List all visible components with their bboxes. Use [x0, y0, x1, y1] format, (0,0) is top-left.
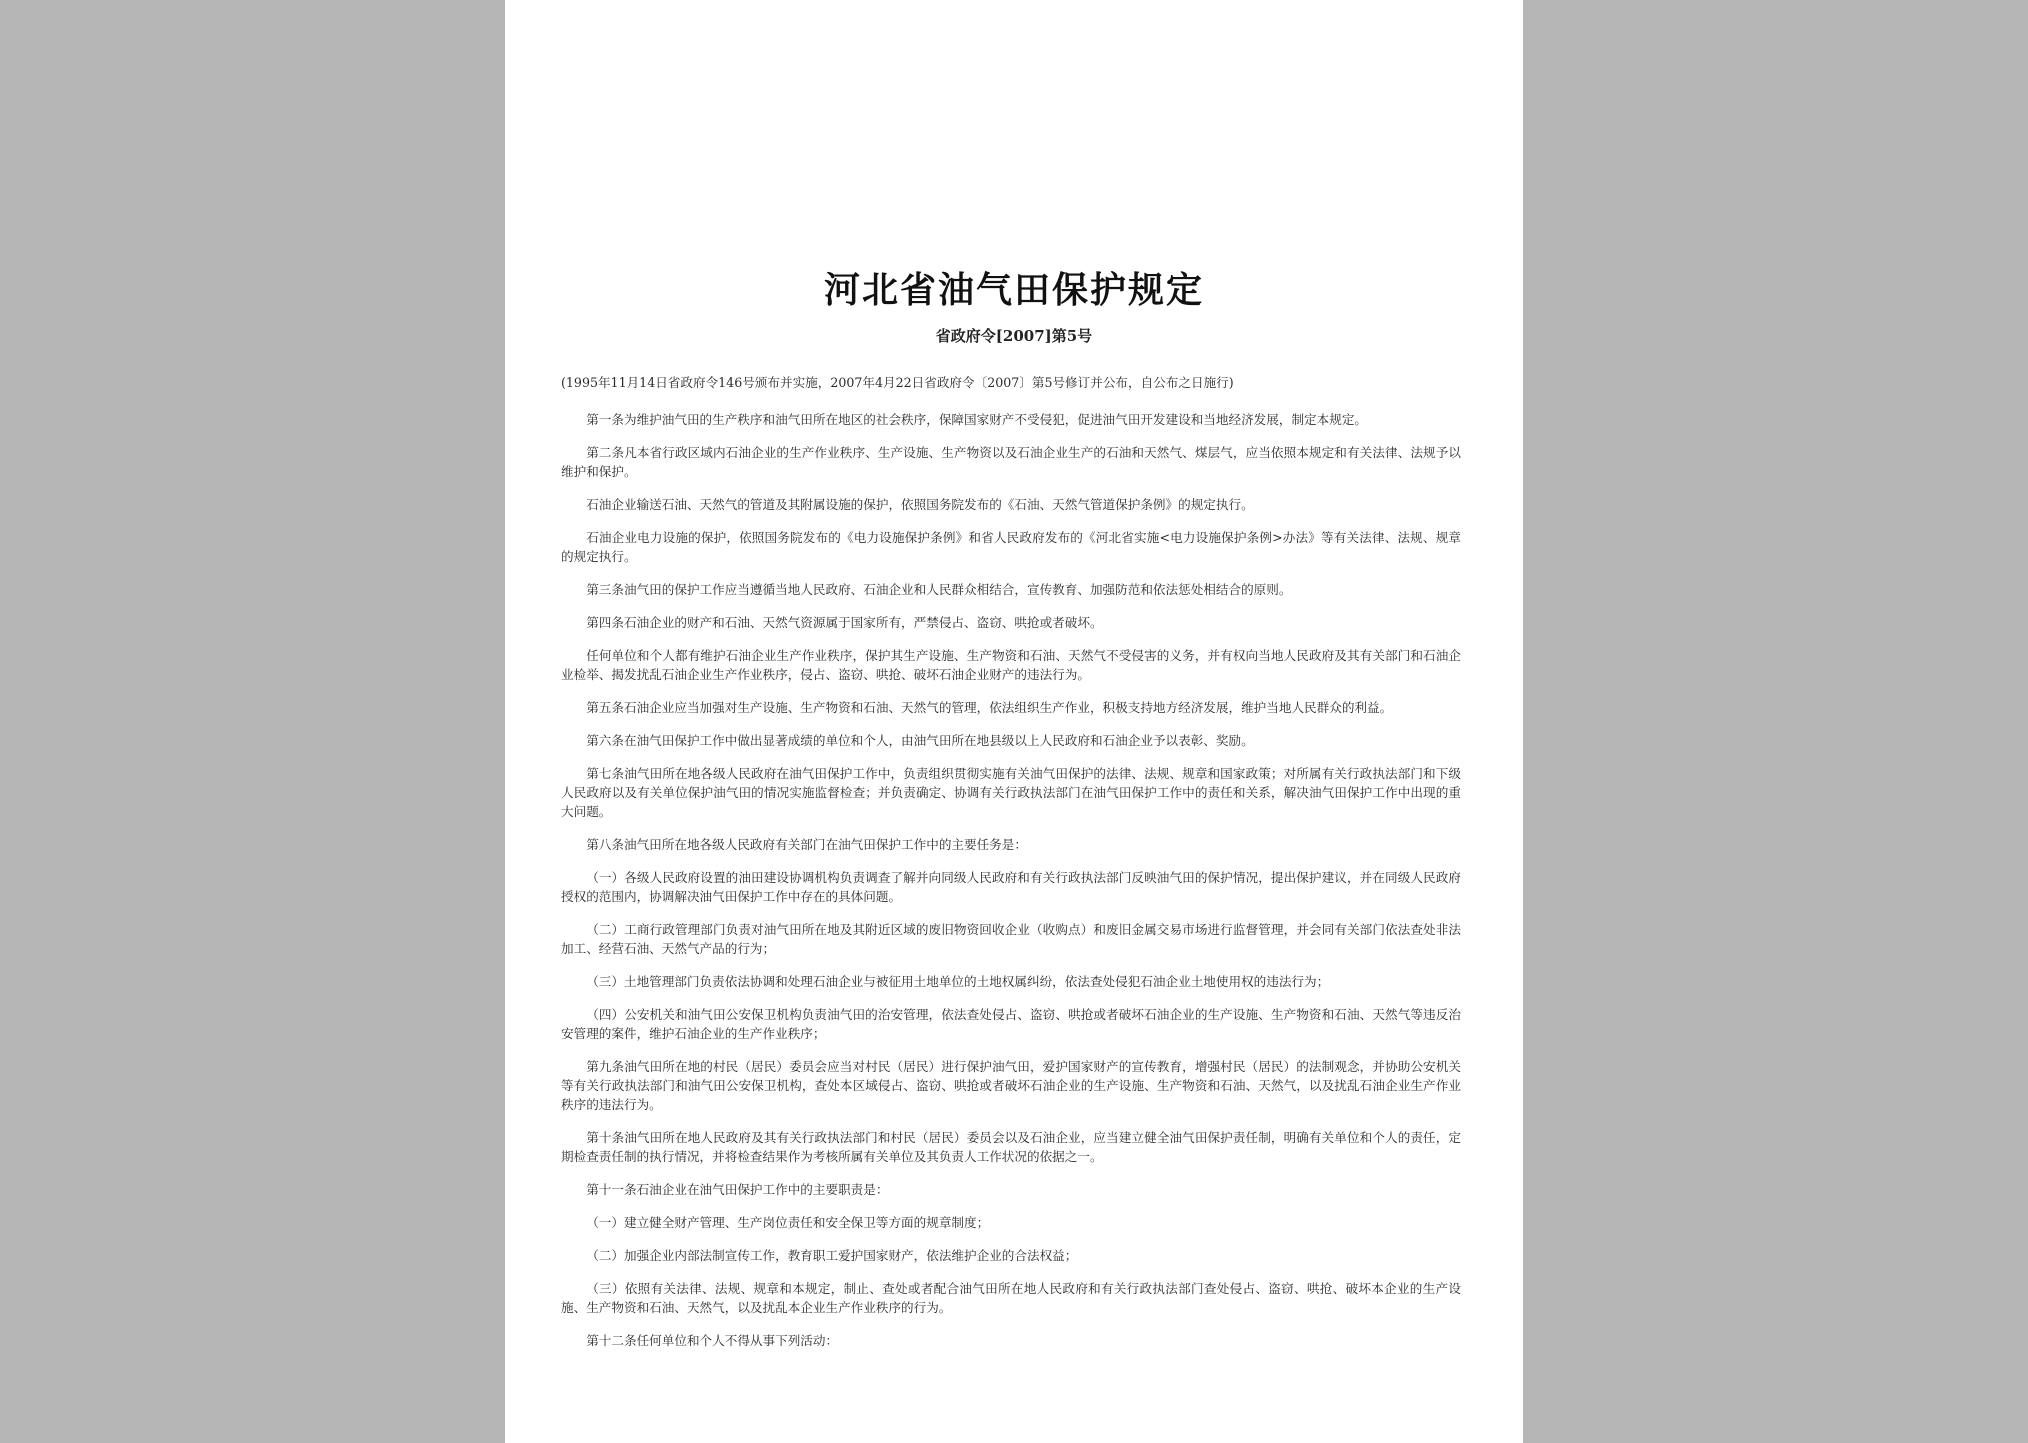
- paragraph: （一）各级人民政府设置的油田建设协调机构负责调查了解并向同级人民政府和有关行政执法部门反映油气田的保护情况，提出保护建议，并在同级人民政府授权的范围内，协调解决油气田保护工作中存在的具体问题。: [561, 870, 1461, 904]
- paragraph: 第十一条石油企业在油气田保护工作中的主要职责是：: [586, 1182, 889, 1197]
- paragraph: 第六条在油气田保护工作中做出显著成绩的单位和个人，由油气田所在地县级以上人民政府和石油企业予以表彰、奖励。: [586, 733, 1254, 748]
- paragraph: 第七条油气田所在地各级人民政府在油气田保护工作中，负责组织贯彻实施有关油气田保护的法律、法规、规章和国家政策；对所属有关行政执法部门和下级人民政府以及有关单位保护油气田的情况实施监督检查；并负责确定、协调有关行政执法部门在油气田保护工作中的责任和关系，解决油气田保护工作中出现的重大问题。: [561, 766, 1461, 819]
- paragraph: 任何单位和个人都有维护石油企业生产作业秩序，保护其生产设施、生产物资和石油、天然气不受侵害的义务，并有权向当地人民政府及其有关部门和石油企业检举、揭发扰乱石油企业生产作业秩序，侵占、盗窃、哄抢、破坏石油企业财产的违法行为。: [561, 648, 1461, 682]
- paragraph: 第十二条任何单位和个人不得从事下列活动：: [586, 1333, 839, 1348]
- paragraph: （四）公安机关和油气田公安保卫机构负责油气田的治安管理，依法查处侵占、盗窃、哄抢或者破坏石油企业的生产设施、生产物资和石油、天然气等违反治安管理的案件，维护石油企业的生产作业秩序；: [561, 1007, 1461, 1041]
- paragraph: 第五条石油企业应当加强对生产设施、生产物资和石油、天然气的管理，依法组织生产作业，积极支持地方经济发展，维护当地人民群众的利益。: [586, 700, 1393, 715]
- paragraph: （三）土地管理部门负责依法协调和处理石油企业与被征用土地单位的土地权属纠纷，依法查处侵犯石油企业土地使用权的违法行为；: [586, 974, 1330, 989]
- document-subtitle: 省政府令[2007]第5号: [935, 327, 1093, 345]
- paragraph: （二）工商行政管理部门负责对油气田所在地及其附近区域的废旧物资回收企业（收购点）和废旧金属交易市场进行监督管理，并会同有关部门依法查处非法加工、经营石油、天然气产品的行为；: [561, 922, 1461, 956]
- paragraph: 石油企业电力设施的保护，依照国务院发布的《电力设施保护条例》和省人民政府发布的《河北省实施<电力设施保护条例>办法》等有关法律、法规、规章的规定执行。: [561, 530, 1461, 564]
- paragraph: （二）加强企业内部法制宣传工作，教育职工爱护国家财产，依法维护企业的合法权益；: [586, 1248, 1078, 1263]
- paragraph: 第二条凡本省行政区域内石油企业的生产作业秩序、生产设施、生产物资以及石油企业生产的石油和天然气、煤层气，应当依照本规定和有关法律、法规予以维护和保护。: [561, 445, 1461, 479]
- document-note: (1995年11月14日省政府令146号颁布并实施，2007年4月22日省政府令〔2007〕第5号修订并公布，自公布之日施行): [561, 375, 1234, 390]
- paragraph: 第八条油气田所在地各级人民政府有关部门在油气田保护工作中的主要任务是：: [586, 837, 1027, 852]
- paragraph: 第四条石油企业的财产和石油、天然气资源属于国家所有，严禁侵占、盗窃、哄抢或者破坏。: [586, 615, 1103, 630]
- paragraph: 第三条油气田的保护工作应当遵循当地人民政府、石油企业和人民群众相结合，宣传教育、加强防范和依法惩处相结合的原则。: [586, 582, 1292, 597]
- document-body: [561, 373, 1461, 1364]
- paragraph: （一）建立健全财产管理、生产岗位责任和安全保卫等方面的规章制度；: [586, 1215, 990, 1230]
- document-page: [505, 0, 1523, 1443]
- paragraph: 第九条油气田所在地的村民（居民）委员会应当对村民（居民）进行保护油气田，爱护国家财产的宣传教育，增强村民（居民）的法制观念，并协助公安机关等有关行政执法部门和油气田公安保卫机构，查处本区域侵占、盗窃、哄抢或者破坏石油企业的生产设施、生产物资和石油、天然气，以及扰乱石油企业生产作业秩序的违法行为。: [561, 1059, 1461, 1112]
- paragraph: （三）依照有关法律、法规、规章和本规定，制止、查处或者配合油气田所在地人民政府和有关行政执法部门查处侵占、盗窃、哄抢、破坏本企业的生产设施、生产物资和石油、天然气，以及扰乱本企业生产作业秩序的行为。: [561, 1281, 1461, 1315]
- document-title: 河北省油气田保护规定: [823, 269, 1204, 311]
- paragraph: 石油企业输送石油、天然气的管道及其附属设施的保护，依照国务院发布的《石油、天然气管道保护条例》的规定执行。: [586, 497, 1254, 512]
- paragraph: 第十条油气田所在地人民政府及其有关行政执法部门和村民（居民）委员会以及石油企业，应当建立健全油气田保护责任制，明确有关单位和个人的责任，定期检查责任制的执行情况，并将检查结果作为考核所属有关单位及其负责人工作状况的依据之一。: [561, 1130, 1461, 1164]
- paragraph: 第一条为维护油气田的生产秩序和油气田所在地区的社会秩序，保障国家财产不受侵犯，促进油气田开发建设和当地经济发展，制定本规定。: [586, 412, 1367, 427]
